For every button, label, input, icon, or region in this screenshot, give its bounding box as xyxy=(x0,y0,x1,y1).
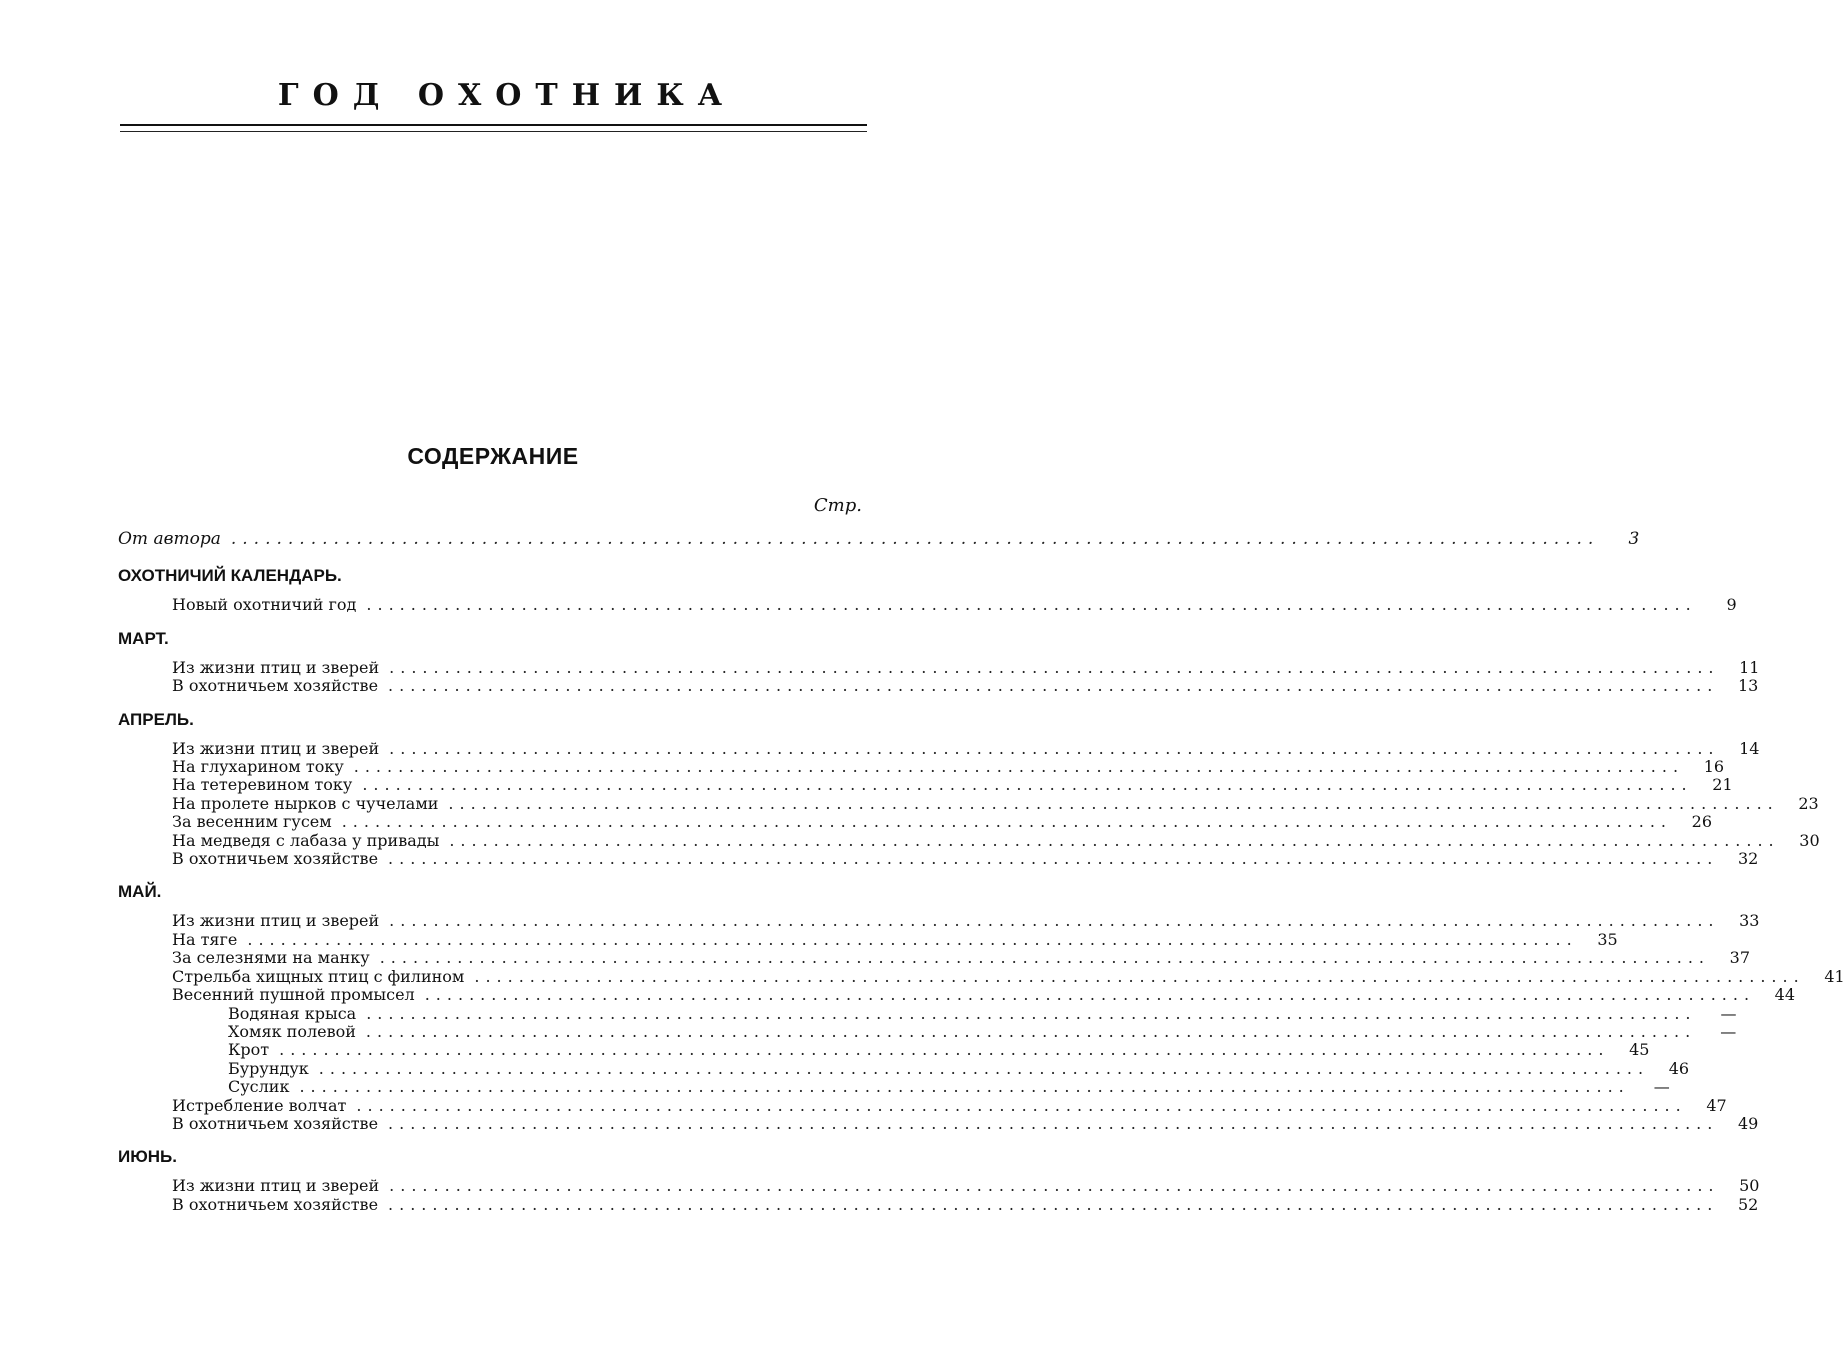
toc-entry[interactable] xyxy=(118,830,1820,850)
header-rule-thick xyxy=(120,124,867,126)
toc-entry-page: 26 xyxy=(1691,812,1713,832)
toc-entry-page: 49 xyxy=(1737,1113,1759,1133)
toc-entry[interactable] xyxy=(118,775,1733,795)
toc-entry-title: Из жизни птиц и зверей xyxy=(172,1176,380,1196)
leader-spacer: ........................................................................................................................ xyxy=(318,1058,1650,1078)
toc-entry-page: 37 xyxy=(1729,948,1750,968)
toc-entry-page: 14 xyxy=(1739,738,1760,758)
leader-spacer: ........................................................................................................................ xyxy=(389,657,1720,677)
leader-spacer: ........................................................................................................................ xyxy=(366,595,1697,615)
leader-spacer: ........................................................................................................................ xyxy=(448,793,1779,813)
leader-spacer: ........................................................................................................................ xyxy=(353,757,1685,777)
toc-entry-title: Хомяк полевой xyxy=(228,1021,356,1041)
toc-entry[interactable] xyxy=(118,676,1759,696)
toc-entry-page: 32 xyxy=(1737,849,1759,869)
toc-entry-page: 30 xyxy=(1799,830,1820,850)
leader-spacer: ........................................................................................................................ xyxy=(365,1021,1697,1041)
leader-spacer: ........................................................................................................................ xyxy=(389,911,1720,931)
toc-entry-page: 9 xyxy=(1726,595,1737,615)
toc-entry-title: На медведя с лабаза у привады xyxy=(172,830,440,850)
leader-spacer: ........................................................................................................................ xyxy=(388,1194,1719,1214)
toc-entry-page: 11 xyxy=(1739,657,1760,677)
running-title: ГОД ОХОТНИКА xyxy=(277,78,737,113)
toc-entry-title: Весенний пушной промысел xyxy=(172,985,415,1005)
toc-section-entries xyxy=(118,657,1760,696)
toc-entry-title: От автора xyxy=(118,529,221,549)
toc-entry-page: 41 xyxy=(1824,966,1845,986)
toc-entry-title: Из жизни птиц и зверей xyxy=(172,738,380,758)
toc-entry-page: 35 xyxy=(1597,929,1618,949)
toc-entry-title: В охотничьем хозяйстве xyxy=(172,676,379,696)
toc-entry[interactable] xyxy=(118,757,1725,777)
leader-spacer: ........................................................................................................................ xyxy=(389,1176,1720,1196)
leader-spacer: ........................................................................................................................ xyxy=(247,929,1578,949)
toc-entry-page: 33 xyxy=(1739,911,1760,931)
toc-entry-title: На тетеревином току xyxy=(172,775,353,795)
leader-spacer: ........................................................................................................................ xyxy=(388,1113,1719,1133)
toc-entry-title: Из жизни птиц и зверей xyxy=(172,911,380,931)
leader-spacer: ........................................................................................................................ xyxy=(389,738,1720,758)
toc-entry-title: В охотничьем хозяйстве xyxy=(172,1194,379,1214)
toc-entry[interactable] xyxy=(118,812,1713,832)
toc-entry-title: На тяге xyxy=(172,929,238,949)
toc-entry-page: 44 xyxy=(1774,985,1796,1005)
toc-entry-intro[interactable] xyxy=(118,529,1640,549)
toc-heading: СОДЕРЖАНИЕ xyxy=(407,443,579,469)
toc-entry[interactable] xyxy=(118,1095,1727,1115)
toc-entry-page: 47 xyxy=(1706,1095,1727,1115)
toc-entry-title: Суслик xyxy=(228,1077,290,1097)
toc-entry[interactable] xyxy=(118,738,1760,758)
toc-entry[interactable] xyxy=(118,1194,1759,1214)
toc-section-entries xyxy=(118,1176,1760,1214)
toc-entry-page: 46 xyxy=(1668,1058,1690,1078)
toc-entry-page: 52 xyxy=(1737,1194,1759,1214)
toc-entry-page: — xyxy=(1653,1077,1670,1097)
toc-sections xyxy=(118,566,1845,1214)
leader-spacer: ........................................................................................................................ xyxy=(362,775,1693,795)
toc-entry[interactable] xyxy=(118,1003,1737,1023)
leader-spacer: ........................................................................................................................ xyxy=(449,830,1780,850)
toc-entry-title: За весенним гусем xyxy=(172,812,332,832)
toc-entry[interactable] xyxy=(118,966,1845,986)
toc-entry-title: В охотничьем хозяйстве xyxy=(172,849,379,869)
toc-entry[interactable] xyxy=(118,985,1796,1005)
toc-entry[interactable] xyxy=(118,657,1760,677)
toc-entry-title: Истребление волчат xyxy=(172,1095,347,1115)
leader-spacer: ........................................................................................................................ xyxy=(341,812,1673,832)
toc-entry-page: — xyxy=(1720,1003,1737,1023)
toc-entry-title: На глухарином току xyxy=(172,757,344,777)
toc-entry-title: Бурундук xyxy=(228,1058,309,1078)
toc-entry-page: — xyxy=(1720,1021,1737,1041)
toc-entry-page: 13 xyxy=(1737,676,1759,696)
toc-section-entries xyxy=(118,738,1820,869)
leader-spacer: ........................................................................................................................ xyxy=(279,1040,1610,1060)
toc-entry-page: 23 xyxy=(1798,793,1819,813)
leader-spacer: ........................................................................................................................ xyxy=(356,1095,1687,1115)
toc-entry[interactable] xyxy=(118,911,1760,931)
page-column-label: Стр. xyxy=(813,495,862,516)
toc-entry-title: Водяная крыса xyxy=(228,1003,357,1023)
toc-entry-title: На пролете нырков с чучелами xyxy=(172,793,439,813)
table-of-contents xyxy=(118,529,1845,1228)
toc-section-entries xyxy=(118,595,1737,615)
toc-section-title: ОХОТНИЧИЙ КАЛЕНДАРЬ. xyxy=(118,566,342,586)
toc-entry[interactable] xyxy=(118,1176,1760,1196)
leader-spacer: ........................................................................................................................ xyxy=(230,529,1600,549)
toc-section-title: ИЮНЬ. xyxy=(118,1147,177,1167)
toc-entry[interactable] xyxy=(118,1077,1670,1097)
toc-entry-title: Новый охотничий год xyxy=(172,595,357,615)
toc-entry[interactable] xyxy=(118,948,1750,968)
toc-entry[interactable] xyxy=(118,1021,1737,1041)
toc-entry[interactable] xyxy=(118,929,1618,949)
leader-spacer: ........................................................................................................................ xyxy=(424,985,1756,1005)
toc-entry-page: 3 xyxy=(1628,529,1640,549)
toc-entry-page: 50 xyxy=(1739,1176,1760,1196)
leader-spacer: ........................................................................................................................ xyxy=(474,966,1805,986)
toc-entry-title: Из жизни птиц и зверей xyxy=(172,657,380,677)
toc-entry[interactable] xyxy=(118,1113,1759,1133)
toc-section-title: МАЙ. xyxy=(118,882,162,902)
toc-entry[interactable] xyxy=(118,1058,1690,1078)
toc-entry[interactable] xyxy=(118,595,1737,615)
toc-entry[interactable] xyxy=(118,849,1759,869)
toc-entry-title: Стрельба хищных птиц с филином xyxy=(172,966,465,986)
toc-section-title: АПРЕЛЬ. xyxy=(118,709,194,729)
leader-spacer: ........................................................................................................................ xyxy=(388,849,1719,869)
toc-section-title: МАРТ. xyxy=(118,628,169,648)
leader-spacer: ........................................................................................................................ xyxy=(379,948,1710,968)
toc-entry-page: 45 xyxy=(1629,1040,1650,1060)
toc-entry-title: Крот xyxy=(228,1040,270,1060)
toc-section-entries xyxy=(118,911,1845,1133)
toc-entry-title: За селезнями на манку xyxy=(172,948,370,968)
leader-spacer: ........................................................................................................................ xyxy=(388,676,1719,696)
toc-entry[interactable] xyxy=(118,793,1819,813)
toc-entry-page: 21 xyxy=(1712,775,1733,795)
toc-entry-page: 16 xyxy=(1703,757,1725,777)
leader-spacer: ........................................................................................................................ xyxy=(299,1077,1630,1097)
toc-entry-title: В охотничьем хозяйстве xyxy=(172,1113,379,1133)
leader-spacer: ........................................................................................................................ xyxy=(366,1003,1697,1023)
header-rule-thin xyxy=(120,131,867,132)
toc-entry[interactable] xyxy=(118,1040,1650,1060)
